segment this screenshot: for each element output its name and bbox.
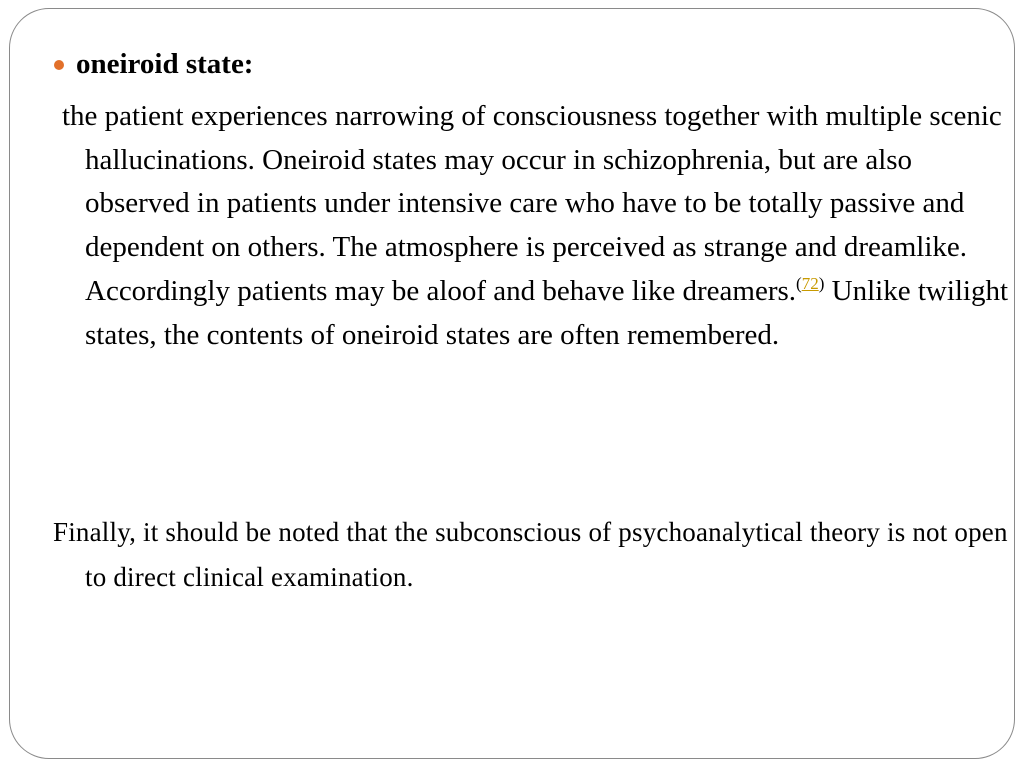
definition-text-continued: Unlike twilight states, the contents of oneiroid states are often remembered. <box>85 274 1009 351</box>
bullet-dot-icon <box>54 60 64 70</box>
reference-open-paren: ( <box>796 273 802 293</box>
reference-citation <box>796 274 824 293</box>
heading-bullet-row <box>54 44 253 84</box>
reference-close-paren: ) <box>818 273 825 293</box>
reference-link-72[interactable]: 72 <box>801 273 819 293</box>
definition-paragraph <box>62 95 1015 357</box>
closing-paragraph: Finally, it should be noted that the subconscious of psychoanalytical theory is not open to direct clinical examination. <box>53 517 1008 592</box>
definition-text: the patient experiences narrowing of consciousness together with multiple scenic hallucinations. Oneiroid states may occur in schizophrenia, but are also observed in patients under intensive care who have to be totally passive and dependent on others. The atmosphere is perceived as strange and dreamlike. Accordingly patients may be aloof and behave like dreamers. <box>62 100 1002 307</box>
slide-heading: oneiroid state: <box>76 48 254 80</box>
